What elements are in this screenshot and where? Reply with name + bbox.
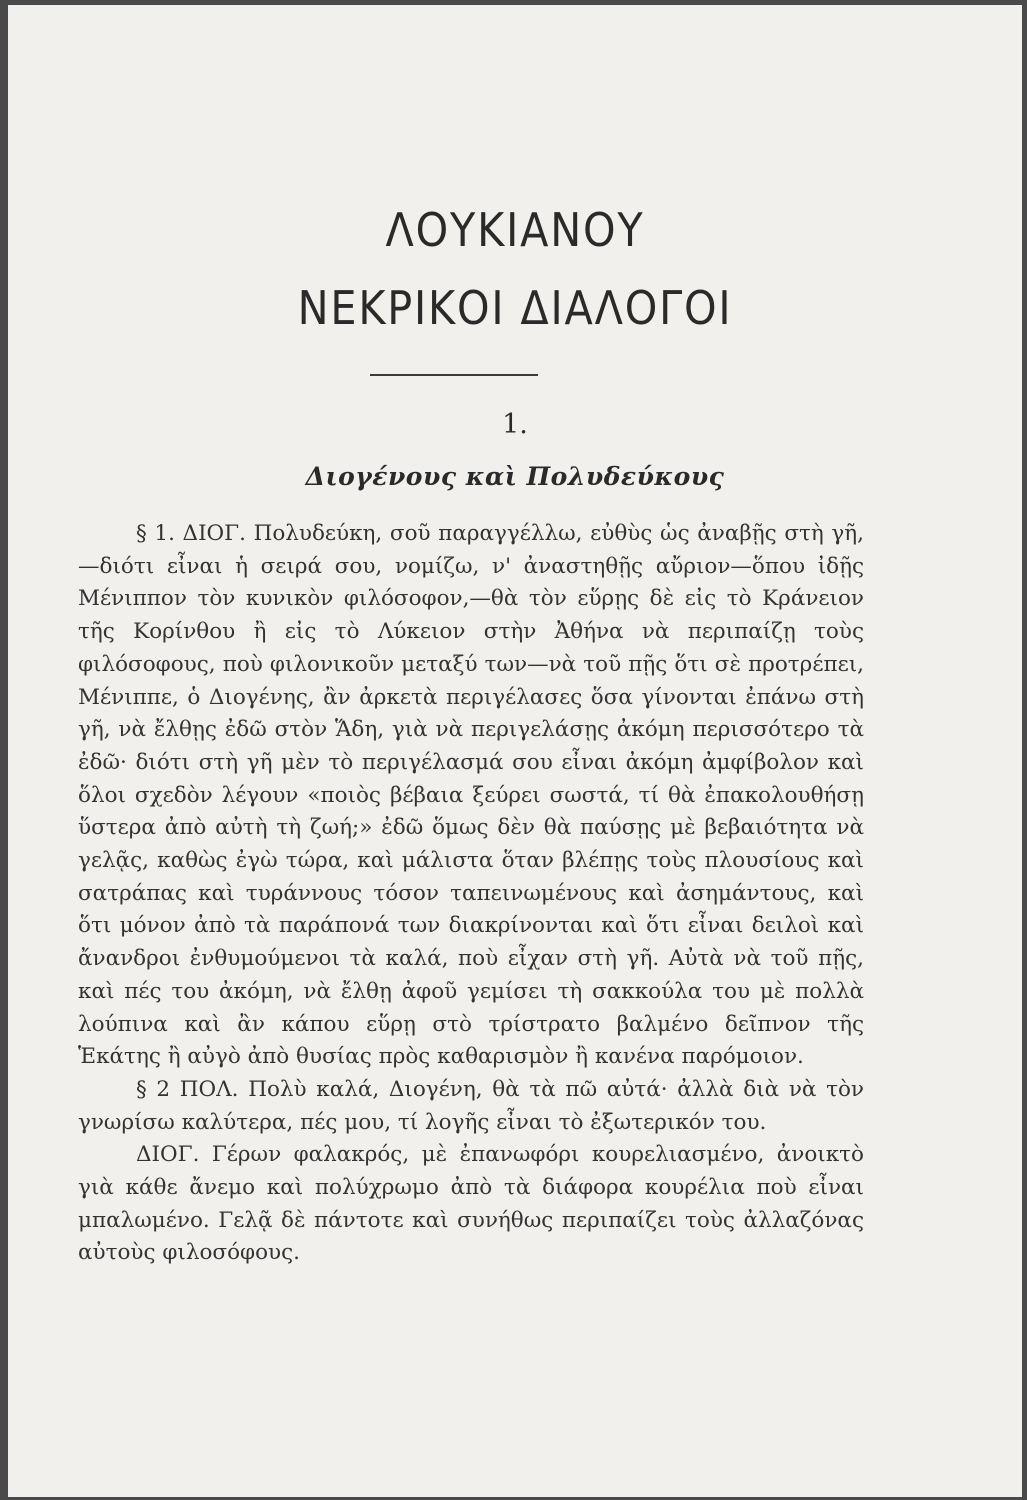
paragraph: ΔΙΟΓ. Γέρων φαλακρός, μὲ ἐπανωφόρι κουρελιασμένο, ἀνοικτὸ γιὰ κάθε ἄνεμο καὶ πολύχρωμο ἀπὸ τὰ διάφορα κουρέλια ποὺ εἶναι μπαλωμένο. Γελᾷ δὲ πάντοτε καὶ συνήθως περιπαίζει τοὺς ἀλλαζόνας αὐτοὺς φιλοσόφους. (78, 1142, 864, 1266)
paragraph: § 1. ΔΙΟΓ. Πολυδεύκη, σοῦ παραγγέλλω, εὐθὺς ὡς ἀναβῇς στὴ γῆ,—διότι εἶναι ἡ σειρά σου, νομίζω, ν' ἀναστηθῇς αὔριον—ὅπου ἰδῇς Μένιππον τὸν κυνικὸν φιλόσοφον,—θὰ τὸν εὕρῃς δὲ εἰς τὸ Κράνειον τῆς Κορίνθου ἢ εἰς τὸ Λύκειον στὴν Ἀθήνα νὰ περιπαίζῃ τοὺς φιλόσοφους, ποὺ φιλονικοῦν μεταξύ των—νὰ τοῦ πῇς ὅτι σὲ προτρέπει, Μένιππε, ὁ Διογένης, ἂν ἀρκετὰ περιγέλασες ὅσα γίνονται ἐπάνω στὴ γῆ, νὰ ἔλθῃς ἐδῶ στὸν Ἅδη, γιὰ νὰ περιγελάσῃς ἀκόμη περισσότερο τὰ ἐδῶ· διότι στὴ γῆ μὲν τὸ περιγέλασμά σου εἶναι ἀκόμη ἀμφίβολον καὶ ὅλοι σχεδὸν λέγουν «ποιὸς βέβαια ξεύρει σωστά, τί θὰ ἐπακολουθήσῃ ὕστερα ἀπὸ αὐτὴ τὴ ζωή;» ἐδῶ ὅμως δὲν θὰ παύσῃς μὲ βεβαιότητα νὰ γελᾷς, καθὼς ἐγὼ τώρα, καὶ μάλιστα ὅταν βλέπῃς τοὺς πλουσίους καὶ σατράπας καὶ τυράννους τόσον ταπεινωμένους καὶ ἀσημάντους, καὶ ὅτι μόνον ἀπὸ τὰ παράπονά των διακρίνονται καὶ ὅτι εἶναι δειλοὶ καὶ ἄνανδροι ἐνθυμούμενοι τὰ καλά, ποὺ εἶχαν στὴ γῆ. Αὐτὰ νὰ τοῦ πῇς, καὶ πές του ἀκόμη, νὰ ἔλθῃ ἀφοῦ γεμίσει τὴ σακκούλα του μὲ πολλὰ λούπινα καὶ ἂν κάπου εὕρῃ στὸ τρίστρατο βαλμένο δεῖπνον τῆς Ἑκάτης ἢ αὐγὸ ἀπὸ θυσίας πρὸς καθαρισμὸν ἢ κανένα παρόμοιον. (78, 521, 864, 1070)
paragraph: § 2 ΠΟΛ. Πολὺ καλά, Διογένη, θὰ τὰ πῶ αὐτά· ἀλλὰ διὰ νὰ τὸν γνωρίσω καλύτερα, πές μου, τί λογῆς εἶναι τὸ ἐξωτερικόν του. (78, 1076, 864, 1135)
author-title: ΛΟΥΚΙΑΝΟΥ (385, 203, 645, 257)
title-divider (370, 374, 538, 376)
book-page (8, 5, 1022, 1497)
dialogue-text (78, 518, 864, 1270)
dialogue-title: Διογένους καὶ Πολυδεύκους (305, 462, 725, 491)
dialogue-number: 1. (502, 409, 528, 440)
work-title: ΝΕΚΡΙΚΟΙ ΔΙΑΛΟΓΟΙ (297, 281, 733, 335)
